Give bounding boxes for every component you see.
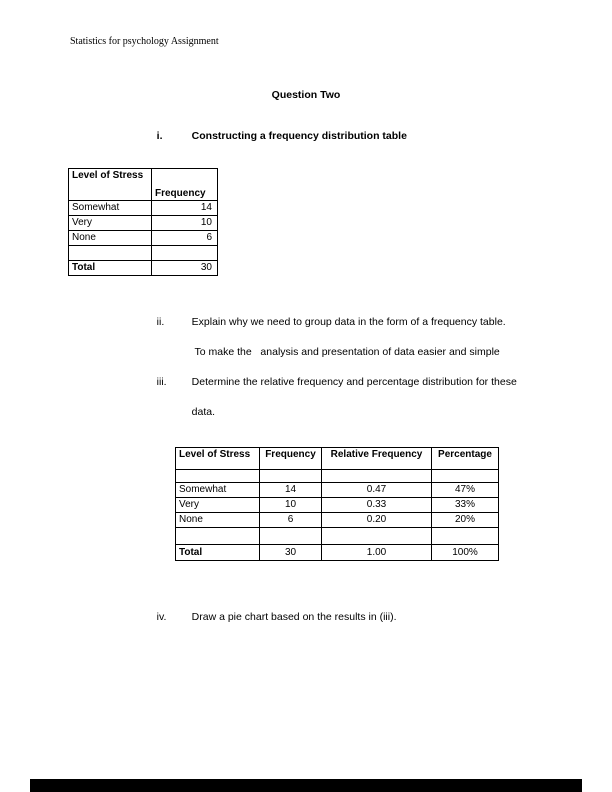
column-header-frequency: Frequency — [260, 448, 322, 470]
table-cell-empty — [432, 528, 499, 545]
table-cell-total-relative-frequency: 1.00 — [322, 545, 432, 561]
table-cell-empty — [260, 528, 322, 545]
bottom-bar — [30, 779, 582, 792]
column-header-level-of-stress: Level of Stress — [176, 448, 260, 470]
table-cell: None — [176, 513, 260, 528]
table-cell: 0.33 — [322, 498, 432, 513]
table-cell: None — [69, 231, 152, 246]
table-cell: 0.20 — [322, 513, 432, 528]
table-cell: 10 — [152, 216, 218, 231]
list-item-i — [145, 118, 407, 154]
list-item-iii-text-line1: Determine the relative frequency and percentage distribution for these — [191, 376, 517, 388]
table-row-empty — [176, 528, 499, 545]
list-item-ii-text: Explain why we need to group data in the form of a frequency table. — [191, 316, 506, 328]
list-number-iv: iv. — [156, 611, 167, 623]
frequency-table — [68, 168, 218, 276]
table-cell: Very — [176, 498, 260, 513]
table-cell: 14 — [260, 483, 322, 498]
table-cell: 47% — [432, 483, 499, 498]
table-cell: 6 — [152, 231, 218, 246]
table-row-spacer — [176, 470, 499, 483]
table-cell-empty — [322, 470, 432, 483]
answer-ii-text: To make the analysis and presentation of data easier and simple — [194, 346, 500, 358]
table-cell-total-percentage: 100% — [432, 545, 499, 561]
column-header-level-of-stress: Level of Stress — [69, 169, 152, 201]
table-cell-empty — [69, 246, 152, 261]
table-cell: 20% — [432, 513, 499, 528]
question-heading: Question Two — [271, 89, 341, 101]
table-cell: 14 — [152, 201, 218, 216]
table-header-row — [69, 169, 218, 201]
table-cell-empty — [176, 528, 260, 545]
table-cell: Somewhat — [69, 201, 152, 216]
table-row-very — [176, 498, 499, 513]
table-row-very — [69, 216, 218, 231]
list-item-iii-text-line2: data. — [191, 406, 216, 418]
table-cell: 6 — [260, 513, 322, 528]
table-row-somewhat — [176, 483, 499, 498]
column-header-relative-frequency: Relative Frequency — [322, 448, 432, 470]
table-cell-empty — [260, 470, 322, 483]
table-row-total — [69, 261, 218, 276]
table-cell: 0.47 — [322, 483, 432, 498]
table-row-somewhat — [69, 201, 218, 216]
list-number-iii: iii. — [156, 376, 167, 388]
table-cell: Somewhat — [176, 483, 260, 498]
table-row-none — [69, 231, 218, 246]
table-cell: Very — [69, 216, 152, 231]
table-cell-total-label: Total — [176, 545, 260, 561]
table-cell-total-label: Total — [69, 261, 152, 276]
table-cell: 10 — [260, 498, 322, 513]
list-item-i-text: Constructing a frequency distribution table — [191, 130, 407, 142]
table-cell-empty — [176, 470, 260, 483]
table-cell: 33% — [432, 498, 499, 513]
column-header-percentage: Percentage — [432, 448, 499, 470]
document-header: Statistics for psychology Assignment — [70, 36, 219, 47]
table-row-empty — [69, 246, 218, 261]
table-cell-total-value: 30 — [152, 261, 218, 276]
column-header-frequency: Frequency — [152, 169, 218, 201]
list-number-i: i. — [156, 130, 163, 142]
list-item-iv-text: Draw a pie chart based on the results in (iii). — [191, 611, 397, 623]
table-row-none — [176, 513, 499, 528]
list-item-iii-continued — [180, 394, 215, 430]
table-header-row — [176, 448, 499, 470]
table-cell-empty — [432, 470, 499, 483]
list-number-ii: ii. — [156, 316, 165, 328]
table-row-total — [176, 545, 499, 561]
table-cell-total-frequency: 30 — [260, 545, 322, 561]
table-cell-empty — [152, 246, 218, 261]
relative-frequency-table — [175, 447, 499, 561]
list-item-iv — [145, 599, 397, 635]
table-cell-empty — [322, 528, 432, 545]
